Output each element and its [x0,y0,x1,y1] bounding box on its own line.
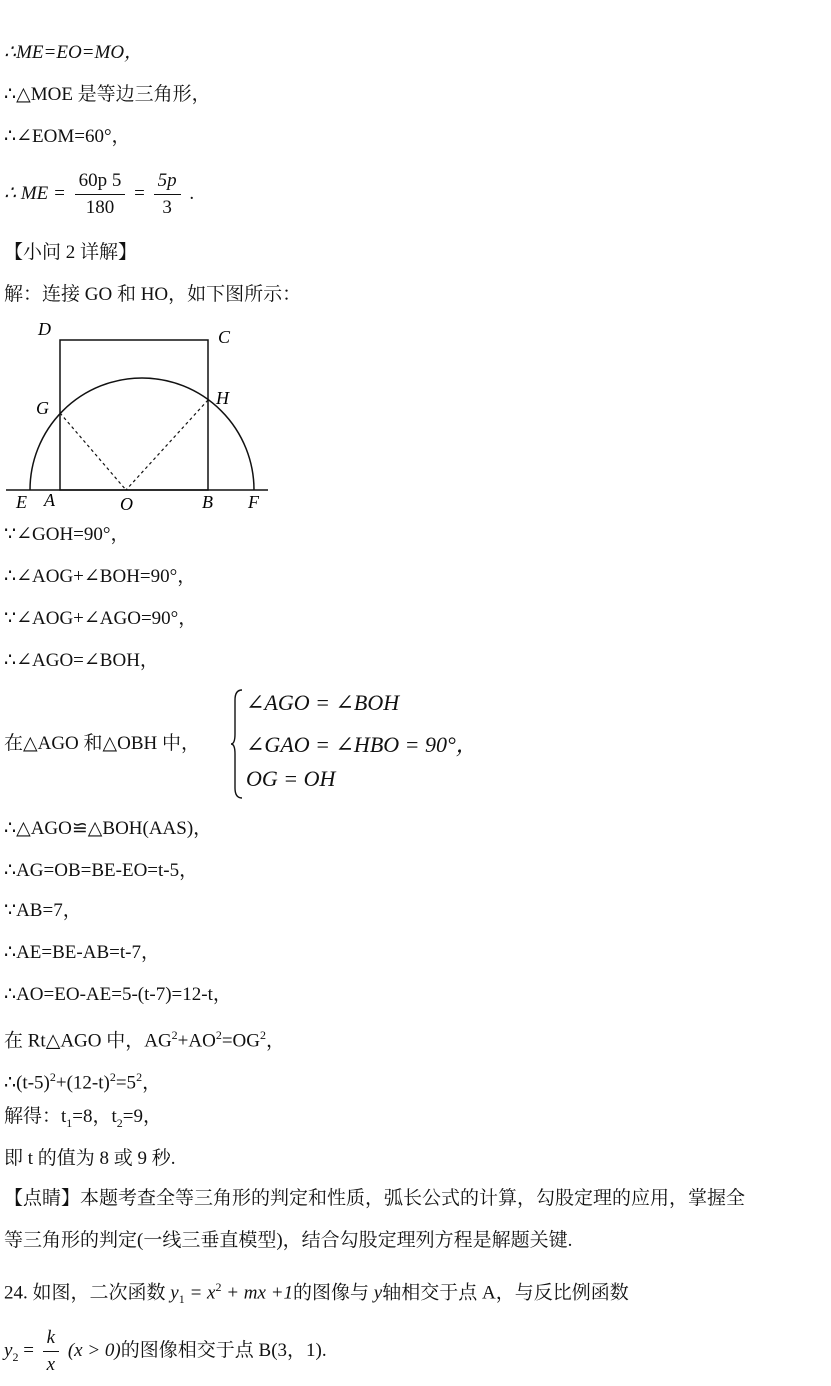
q24-d: = x [184,1282,216,1304]
text-line-solution-intro: 解：连接 GO 和 HO，如下图所示： [4,284,302,305]
fraction-1-numerator: 60p 5 [75,168,126,195]
pythagoras-e: =OG [221,1030,261,1052]
label-o: O [120,494,133,514]
q24-f: + mx +1 [221,1282,294,1304]
equation-sup-3: 2 [136,1070,143,1084]
fraction-2-numerator: 5p [154,168,181,195]
label-b: B [202,492,213,512]
label-c: C [218,327,231,347]
q24-h: y [373,1282,383,1304]
text-line-ag: ∴AG=OB=BE-EO=t-5， [4,860,199,881]
pythagoras-sup-2: 2 [215,1028,222,1042]
formula-prefix: ∴ ME = [4,183,66,204]
text-line-1: ∴ME=EO=MO， [4,42,144,63]
formula-period: . [189,183,195,204]
text-line-comment-1: 【点睛】本题考查全等三角形的判定和性质，弧长公式的计算，勾股定理的应用，掌握全 [4,1188,746,1209]
text-line-ab: ∵AB=7， [4,900,82,921]
fraction-2 [154,168,181,221]
solutions-c: =8，t [72,1106,117,1127]
label-d: D [38,319,51,339]
text-line-3: ∴∠EOM=60°， [4,126,131,147]
arc-length-formula [4,166,194,222]
equation-e: =5 [115,1072,137,1094]
equation-g: ， [142,1072,162,1094]
fraction-1 [75,168,126,221]
system-equation-3: OG = OH [246,766,336,791]
system-lead-text: 在△AGO 和△OBH 中， [4,733,201,754]
section-heading-part-2: 【小问 2 详解】 [4,242,138,263]
equation-sup-2: 2 [109,1070,116,1084]
fraction-k-over-x [43,1325,59,1378]
q24-a: 24. 如图，二次函数 [4,1282,166,1304]
label-f: F [248,492,259,512]
q24l2-sub: 2 [12,1349,19,1364]
equation-c: +(12-t) [55,1072,110,1094]
pythagoras-a: 在 Rt△AGO 中，AG [4,1030,172,1052]
label-g: G [36,398,49,418]
question-24-line-1 [4,1274,629,1312]
pythagoras-sup-3: 2 [260,1028,267,1042]
q24l2-eq: = [18,1340,34,1361]
equation-a: ∴(t-5) [4,1072,50,1094]
formula-equals: = [134,183,145,204]
square-abcd [60,340,208,490]
pythagoras-g: ， [266,1030,286,1052]
fraction-x: x [46,1354,56,1376]
q24-sub-1: 1 [178,1292,185,1307]
pythagoras-sup-1: 2 [171,1028,178,1042]
text-line-equation [4,1064,161,1096]
text-line-ao: ∴AO=EO-AE=5-(t-7)=12-t， [4,984,232,1005]
label-h: H [216,388,229,408]
system-equation-1: ∠AGO = ∠BOH [246,690,400,715]
q24-i: 轴相交于点 A，与反比例函数 [382,1282,629,1304]
text-line-ae: ∴AE=BE-AB=t-7， [4,942,160,963]
text-line-answer: 即 t 的值为 8 或 9 秒. [4,1148,176,1169]
geometry-figure [0,318,280,518]
q24-g: 的图像与 [293,1282,370,1304]
label-e: E [16,492,27,512]
text-line-2: ∴△MOE 是等边三角形， [4,84,211,105]
q24l2-domain: (x > 0) [67,1340,121,1361]
text-line-aog-ago: ∵∠AOG+∠AGO=90°， [4,608,198,629]
text-line-solutions [4,1104,162,1136]
segment-go [60,413,126,490]
text-line-ago-boh: ∴∠AGO=∠BOH， [4,650,159,671]
fraction-k: k [43,1325,59,1352]
q24l2-y: y [4,1340,13,1361]
text-line-congruent: ∴△AGO≌△BOH(AAS)， [4,818,213,839]
q24l2-e: 的图像相交于点 B(3，1). [120,1340,327,1361]
solutions-e: =9， [122,1106,162,1127]
label-a: A [44,490,55,510]
text-line-goh: ∵∠GOH=90°， [4,524,130,545]
fraction-1-denominator: 180 [85,197,115,219]
text-line-pythagoras [4,1022,285,1054]
equation-sup-1: 2 [49,1070,56,1084]
left-brace-icon [230,688,244,800]
text-line-aog-boh: ∴∠AOG+∠BOH=90°， [4,566,197,587]
q24-y: y [170,1282,179,1304]
solutions-sub-2: 2 [116,1115,123,1130]
q24-sup-2: 2 [215,1280,222,1294]
fraction-2-denominator: 3 [162,197,172,219]
text-line-comment-2: 等三角形的判定(一线三垂直模型)，结合勾股定理列方程是解题关键. [4,1230,573,1251]
solutions-a: 解得：t [4,1106,67,1127]
solutions-sub-1: 1 [66,1115,73,1130]
pythagoras-c: +AO [177,1030,216,1052]
segment-ho [126,400,208,490]
question-24-line-2 [4,1322,327,1386]
system-equation-2: ∠GAO = ∠HBO = 90°， [246,732,478,757]
